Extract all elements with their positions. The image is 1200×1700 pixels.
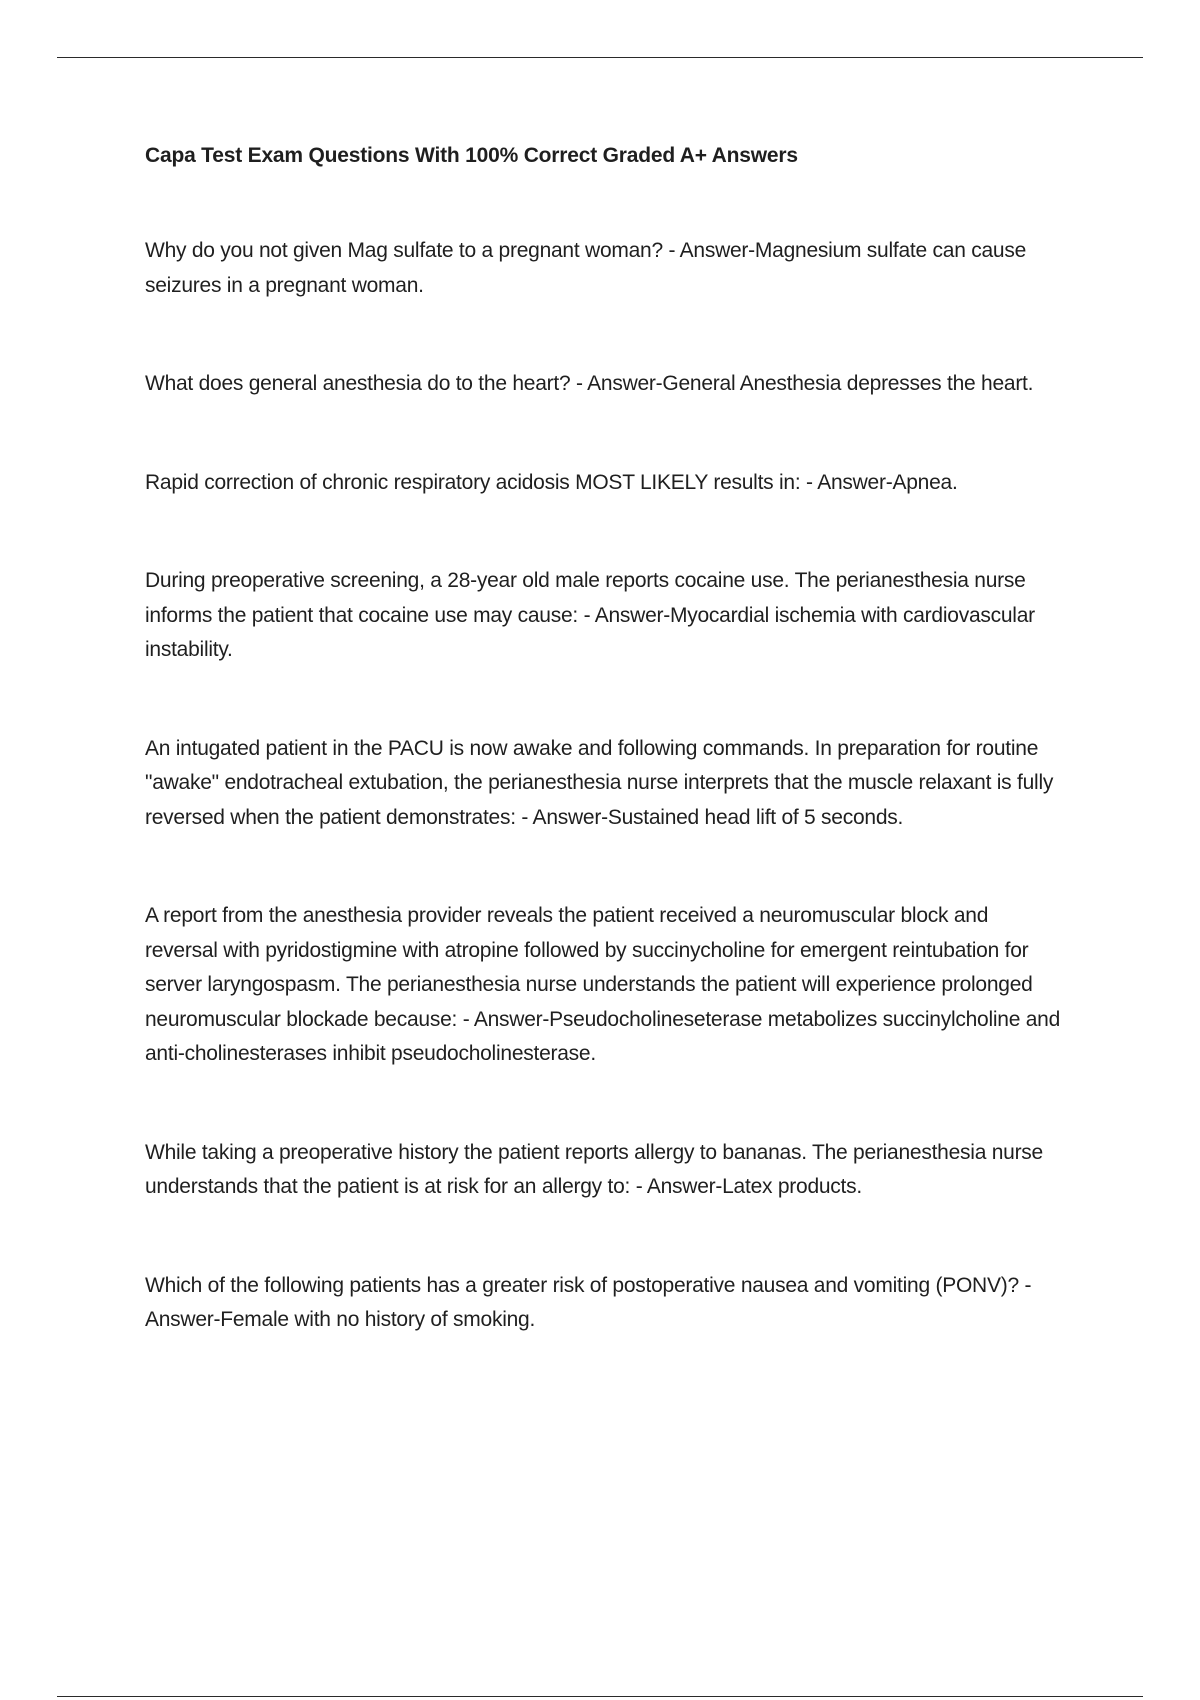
- bottom-rule: [57, 1696, 1143, 1697]
- qa-entry-8: Which of the following patients has a greater risk of postoperative nausea and vomiting (PONV)? - Answer-Female with no history of smoking.: [145, 1273, 1032, 1331]
- qa-entry-5: An intugated patient in the PACU is now awake and following commands. In preparation for routine "awake" endotracheal extubation, the perianesthesia nurse interprets that the muscle relaxant is fully reversed when the patient demonstrates: - Answer-Sustained head lift of 5 seconds.: [145, 736, 1054, 829]
- qa-entry-6: A report from the anesthesia provider reveals the patient received a neuromuscular block and reversal with pyridostigmine with atropine followed by succinycholine for emergent reintubation for server laryngospasm. The perianesthesia nurse understands the patient will experience prolonged neuromuscular blockade because: - Answer-Pseudocholineseterase metabolizes succinylcholine and anti-cholinesterases inhibit pseudocholinesterase.: [145, 904, 1061, 1065]
- qa-entry-1: Why do you not given Mag sulfate to a pregnant woman? - Answer-Magnesium sulfate can cause seizures in a pregnant woman.: [145, 239, 1026, 297]
- document-body: [145, 140, 1065, 1402]
- qa-entry-4: During preoperative screening, a 28-year old male reports cocaine use. The perianesthesia nurse informs the patient that cocaine use may cause: - Answer-Myocardial ischemia with cardiovascular instability.: [145, 569, 1035, 661]
- qa-entry-3: Rapid correction of chronic respiratory acidosis MOST LIKELY results in: - Answer-Apnea.: [145, 470, 958, 494]
- qa-entry-7: While taking a preoperative history the patient reports allergy to bananas. The perianesthesia nurse understands that the patient is at risk for an allergy to: - Answer-Latex products.: [145, 1140, 1043, 1198]
- document-title: Capa Test Exam Questions With 100% Correct Graded A+ Answers: [145, 144, 798, 167]
- top-rule: [57, 57, 1143, 58]
- qa-entry-2: What does general anesthesia do to the heart? - Answer-General Anesthesia depresses the heart.: [145, 372, 1034, 395]
